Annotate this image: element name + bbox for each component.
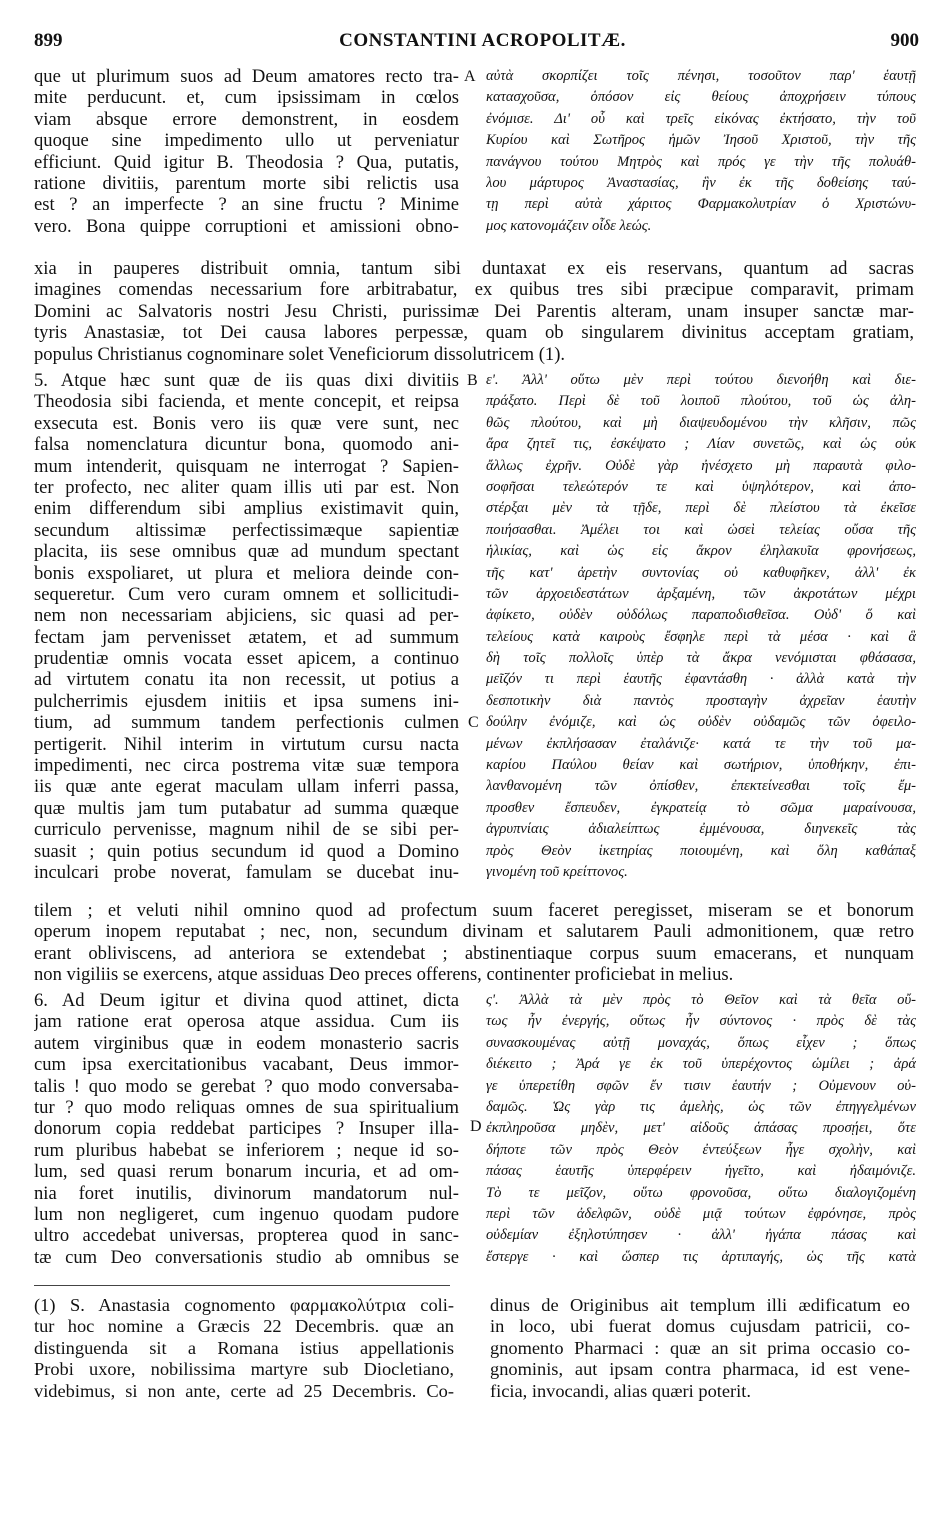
margin-marker-b: B xyxy=(467,372,478,389)
greek-text-line: διέκειτο ; Ἀρά γε ἐκ τοῦ ὑπερέχοντος ὡμίλει ; ἀρά xyxy=(486,1056,916,1073)
latin-text-line: cum ipsa exercitationibus vacabant, Deus immor- xyxy=(34,1054,459,1076)
footnote-line: dinus de Originibus ait templum illi ædificatum eo xyxy=(490,1295,910,1315)
greek-text-line: συνασκουμένας αὐτῇ μοναχάς, ὅπως εἶχεν ; ὅπως xyxy=(486,1034,916,1051)
greek-text-line: Τὸ τε μεῖζον, οὕτω φρονοῦσα, οὕτω διαλογιζομένη xyxy=(486,1184,916,1201)
latin-text-line: donorum copia reddebat participes ? Insuper illa- xyxy=(34,1118,459,1140)
latin-text-line: curriculo pervenisse, magnum nihil de se sibi per- xyxy=(34,819,459,841)
greek-text-line: θῶς πλούτου, καὶ μὴ διαψευδομένου τὴν κλῆσιν, πῶς xyxy=(486,414,916,431)
latin-text-line: populus Christianus cognominare solet Veneficiorum dissolutricem (1). xyxy=(34,343,566,365)
latin-text-line: Domini ac Salvatoris nostri Jesu Christi, purissimæ Dei Parentis alteram, unam insuper sanctæ mar- xyxy=(34,300,914,322)
latin-text-line: pertigerit. Nihil interim in virtutum cursu nacta xyxy=(34,733,459,755)
latin-text-line: Theodosia sibi facienda, et mente concepit, et reipsa xyxy=(34,391,459,413)
latin-fullwidth-block-1 xyxy=(34,258,914,365)
greek-text-line: ς'. Ἀλλὰ τὰ μὲν πρὸς τὸ Θεῖον καὶ τὰ θεῖα οὔ- xyxy=(486,992,916,1008)
greek-text-line: οὐδεμίαν ἐξηλοτύπησεν · ἀλλ' ἠγάπα πάσας καὶ xyxy=(486,1227,916,1244)
greek-text-line: μένων ἐκπλήσασαν ἐταλάνιζε· κατά τε τὴν τοῦ μα- xyxy=(486,735,916,752)
greek-text-line: ἀφίκετο, οὐδὲν οὐδόλως παραποδισθεῖσα. Οὐδ' ὅ καὶ xyxy=(486,607,916,624)
latin-text-line: quæ multis jam tum putabatur ad summa quæque xyxy=(34,797,459,819)
latin-text-line: exsecuta est. Bonis vero iis quæ vere sunt, nec xyxy=(34,412,459,434)
latin-text-line: imagines comendas necessarium fore arbitrabatur, ex quibus tres sibi præcipue comparavit, primam xyxy=(34,279,914,301)
greek-text-line: ἄλλως ἐχρῆν. Οὐδὲ γὰρ ἠνέσχετο μὴ παραυτὰ φιλο- xyxy=(486,457,916,474)
latin-text-line: placita, iis sese omnibus quæ ad mundum spectant xyxy=(34,541,459,563)
latin-text-line: bonis exspoliaret, ut plura et meliora deinde con- xyxy=(34,562,459,584)
latin-text-line: est ? an imperfecte ? an sine fructu ? Minime xyxy=(34,194,459,216)
latin-text-line: ultro accedebat universas, propterea quod in sanc- xyxy=(34,1225,459,1247)
latin-text-line: tilem ; et veluti nihil omnino quod ad profectum suum faceret peregisset, miseram se et bonorum xyxy=(34,900,914,921)
latin-text-line: autem virginibus quæ in eodem monasterio sacris xyxy=(34,1032,459,1054)
footnote-line: in loco, ubi fuerat domus cujusdam patricii, co- xyxy=(490,1316,910,1337)
latin-text-line: tium, ad summum tandem perfectionis culmen xyxy=(34,712,459,734)
latin-fullwidth-block-2 xyxy=(34,900,914,986)
greek-text-line: ἡλικίας, καὶ ὡς εἰς ἄκρον ἐληλακυῖα φρονήσεως, xyxy=(486,543,916,560)
greek-text-line: δαμῶς. Ὡς γὰρ τις ἀμελὴς, ὡς τῶν ἐπηγγελμένων xyxy=(486,1098,916,1115)
greek-column-block-3 xyxy=(486,990,916,1268)
latin-text-line: tur ? quo modo reliquas omnes de sua spiritualium xyxy=(34,1096,459,1118)
latin-text-line: fectam jam pervenisset ætatem, et ad summum xyxy=(34,626,459,648)
latin-text-line: nia foret inutilis, divinorum mandatorum nul- xyxy=(34,1182,459,1204)
latin-text-line: prudentiæ omnis vocata esset apicem, a continuo xyxy=(34,648,459,670)
greek-text-line: ἐκπληροῦσα μηδὲν, μετ' αἰδοῦς ἁπάσας προσῄει, ὅτε xyxy=(486,1120,916,1137)
latin-text-line: quoque sine impedimento ullo ut perveniatur xyxy=(34,130,459,152)
greek-text-line: τελείους κατὰ καιροὺς ἔσφηλε περὶ τὰ μέσα · καὶ ἃ xyxy=(486,628,916,645)
running-header xyxy=(34,30,931,58)
latin-text-line: talis ! quo modo se gerebat ? quo modo conversaba- xyxy=(34,1075,459,1097)
greek-text-line: λανθανομένη τῶν ὀπίσθεν, ἐπεκτείνεσθαι τοῖς ἔμ- xyxy=(486,778,916,795)
latin-text-line: efficiunt. Quid igitur B. Theodosia ? Qua, putatis, xyxy=(34,151,459,173)
greek-text-line: ἄρα ζητεῖ τις, ἐσκέψατο ; Λίαν συνετῶς, καὶ ὡς οὐκ xyxy=(486,436,916,453)
latin-text-line: 5. Atque hæc sunt quæ de iis quas dixi divitiis xyxy=(34,370,459,391)
latin-text-line: suasit ; quin potius secundum id quod a Domino xyxy=(34,840,459,862)
greek-text-line: πανάγνου τούτου Μητρὸς καὶ πρός γε τὴν τῆς πολυάθ- xyxy=(486,153,916,170)
greek-text-line: πάσας ἑαυτῆς ὑπερφέρειν ἡγεῖτο, καὶ ἠδαιμόνιζε. xyxy=(486,1163,916,1180)
latin-text-line: lum, sed quasi rerum bonarum incuria, et ad om- xyxy=(34,1161,459,1183)
greek-text-line: στέρξαι μὲν τὰ τῇδε, περὶ δὲ πλείστου τὰ ἐκεῖσε xyxy=(486,500,916,517)
greek-text-line: πράξατο. Περὶ δὲ τοῦ λοιποῦ πλούτου, τοῦ ὡς ἀλη- xyxy=(486,393,916,410)
running-title: CONSTANTINI ACROPOLITÆ. xyxy=(339,30,626,51)
greek-text-line: δεσποτικὴν διὰ παντὸς προσταγὴν ἀχρεῖαν ἑαυτὴν xyxy=(486,692,916,709)
latin-column-block-1 xyxy=(34,66,459,237)
latin-text-line: tyris Anastasiæ, tot Dei causa labores perpessæ, quam ob singularem divinitus acceptam gratiam, xyxy=(34,322,914,344)
greek-text-line: μεῖζόν τι περὶ ἑαυτῆς ἐφαντάσθη · ἀλλὰ κατὰ τὴν xyxy=(486,671,916,688)
latin-text-line: iis quæ ante egerat maculam ullam inferri passa, xyxy=(34,776,459,798)
greek-text-line: τῃ περὶ αὐτὰ χάριτος Φαρμακολυτρίαν ὁ Χριστώνυ- xyxy=(486,196,916,213)
footnote-line: tur hoc nomine a Græcis 22 Decembris. quæ an xyxy=(34,1316,454,1337)
footnote-line: distinguenda sit a Romana istius appellationis xyxy=(34,1337,454,1358)
latin-text-line: 6. Ad Deum igitur et divina quod attinet, dicta xyxy=(34,990,459,1011)
latin-text-line: lum non negligeret, cum ingenuo quodam pudore xyxy=(34,1203,459,1225)
greek-text-line: λου μάρτυρος Ἀναστασίας, ἣν ἐκ τῆς δοθείσης ταύ- xyxy=(486,174,916,191)
margin-marker-d: D xyxy=(470,1118,482,1135)
page-number-right: 900 xyxy=(890,30,919,51)
latin-column-block-3 xyxy=(34,990,459,1268)
latin-text-line: ad virtutem conatu ita non recessit, ut potius a xyxy=(34,669,459,691)
margin-marker-a: A xyxy=(464,68,476,85)
latin-text-line: vero. Bona quippe corruptioni et amissioni obno- xyxy=(34,215,459,237)
footnote-line: (1) S. Anastasia cognomento φαρμακολύτρια coli- xyxy=(34,1295,454,1315)
footnote-line: videbimus, si non ante, certe ad 25 Decembris. Co- xyxy=(34,1380,454,1401)
greek-text-line: δήποτε τῶν πρὸς Θεὸν ἐντεύξεων ἦγε σχολὴν, καὶ xyxy=(486,1141,916,1158)
greek-text-line: ἐνόμισε. Δι' οὗ καὶ τρεῖς εἰκόνας ἐκτήσατο, τὴν τοῦ xyxy=(486,110,916,127)
greek-text-line: ἔστεργε · καὶ ὥσπερ τις ἀρτιπαγής, ὡς τῆς κατὰ xyxy=(486,1248,916,1265)
latin-text-line: que ut plurimum suos ad Deum amatores recto tra- xyxy=(34,66,459,87)
greek-text-line: γε ὑπερετίθη σφῶν ἔν τισιν ἑαυτήν ; Οὐμενουν οὐ- xyxy=(486,1077,916,1094)
latin-text-line: ter profecto, nec aliter quam illis uti par est. Non xyxy=(34,476,459,498)
latin-text-line: jam ratione erat operosa atque assidua. Cum iis xyxy=(34,1011,459,1033)
greek-text-line: κατασχοῦσα, ὁπόσον εἰς θείους ἀποχρήσειν τύπους xyxy=(486,89,916,106)
latin-text-line: erant obliviscens, ad anteriora se extendebat ; abstinentiaque corpus suum emacerans, et nunquam xyxy=(34,942,914,964)
greek-text-line: δούλην ἐνόμιζε, καὶ ὡς οὐδὲν οὐδαμῶς τῶν ὀφειλο- xyxy=(486,714,916,731)
greek-text-line: τως ἦν ἐνεργής, οὕτως ἦν σύντονος · πρὸς δὲ τὰς xyxy=(486,1013,916,1030)
page-number-left: 899 xyxy=(34,30,63,51)
latin-text-line: tæ cum Deo conversationis studio ab omnibus se xyxy=(34,1246,459,1268)
greek-text-line: αὐτὰ σκορπίζει τοῖς πένησι, τοσοῦτον παρ' ἑαυτῇ xyxy=(486,68,916,84)
latin-text-line: xia in pauperes distribuit omnia, tantum sibi duntaxat ex eis reservans, quantum ad sacras xyxy=(34,258,914,279)
footnote-line: Probi uxore, nobilissima martyre sub Diocletiano, xyxy=(34,1359,454,1380)
greek-text-line: Κυρίου καὶ Σωτῆρος ἡμῶν Ἰησοῦ Χριστοῦ, τὴν τῆς xyxy=(486,132,916,149)
latin-text-line: inculcari probe noverat, famulam se ducebat inu- xyxy=(34,861,459,883)
footnote-line: gnominis, aut ipsam contra pharmaca, id est vene- xyxy=(490,1359,910,1380)
greek-column-block-2 xyxy=(486,370,916,883)
greek-text-line: πρὸς Θεὸν ἱκετηρίας ποιουμένη, καὶ ὅλη καθάπαξ xyxy=(486,842,916,859)
latin-text-line: viam absque errore demonstrent, in eosdem xyxy=(34,108,459,130)
latin-text-line: pulcherrimis ejusdem initiis et ipsa sumens ini- xyxy=(34,690,459,712)
footnote-line: gnomento Pharmaci : quæ an sit prima occasio co- xyxy=(490,1337,910,1358)
greek-text-line: γινομένη τοῦ κρείττονος. xyxy=(486,863,628,880)
latin-text-line: enim differendum sibi amplius existimavit quin, xyxy=(34,498,459,520)
greek-text-line: ποιήσασθαι. Ἀμέλει τοι καὶ ὡσεὶ τελείας οὔσα τῆς xyxy=(486,521,916,538)
latin-text-line: nem non necessariam abjiciens, sic quasi ad per- xyxy=(34,605,459,627)
latin-text-line: sequeretur. Cum vero curam omnem et sollicitudi- xyxy=(34,583,459,605)
greek-text-line: δὴ τοῖς πολλοῖς ὑπὲρ τὰ ἄκρα νενόμισται φθάσασα, xyxy=(486,650,916,667)
greek-text-line: περὶ τῶν ἀδελφῶν, οὐδὲ μιᾷ τούτων ἐφρόνησε, πρὸς xyxy=(486,1205,916,1222)
greek-text-line: τῆς κατ' ἀρετὴν συντονίας οὐ καθυφῆκεν, ἀλλ' ἐκ xyxy=(486,564,916,581)
margin-marker-c: C xyxy=(468,714,479,731)
latin-text-line: ratione divitiis, parentum morte sibi relictis usa xyxy=(34,172,459,194)
footnote-rule xyxy=(34,1285,450,1286)
greek-text-line: προσθεν ἔσπευδεν, ἐγκρατείᾳ τὸ σῶμα μαραίνουσα, xyxy=(486,799,916,816)
latin-column-block-2 xyxy=(34,370,459,883)
latin-text-line: falsa nomenclatura dicuntur bona, quomodo ani- xyxy=(34,434,459,456)
greek-text-line: ἀγρυπνίαις ἀδιαλείπτως ἐμμένουσα, διηνεκεῖς τὰς xyxy=(486,821,916,838)
greek-text-line: ε'. Ἀλλ' οὕτω μὲν περὶ τούτου διενοήθη καὶ διε- xyxy=(486,372,916,388)
latin-text-line: mum intenderit, quisquam ne interrogat ? Sapien- xyxy=(34,455,459,477)
latin-text-line: operum inopem reputabat ; nec, non, secundum divinam et salutarem Pauli admonitionem, quæ retro xyxy=(34,921,914,943)
greek-text-line: μος κατονομάζειν οἶδε λεώς. xyxy=(486,217,652,234)
greek-column-block-1 xyxy=(486,66,916,237)
greek-text-line: τῶν ἀρχοειδεστάτων ἀρξαμένη, τῶν ἀκροτάτων μέχρι xyxy=(486,585,916,602)
greek-text-line: καρίου Παύλου θείαν καὶ σωτήριον, ὑποθήκην, ἐπι- xyxy=(486,757,916,774)
latin-text-line: non vigiliis se exercens, atque assiduas Deo preces offerens, continenter proficiebat in melius. xyxy=(34,964,734,986)
footnote-line: ficia, invocandi, alias quæri poterit. xyxy=(490,1380,751,1401)
latin-text-line: impedimenti, nec circa postrema vitæ suæ tempora xyxy=(34,755,459,777)
latin-text-line: secundum altissimæ perfectissimæque sapientiæ xyxy=(34,519,459,541)
latin-text-line: mite perducunt. et, cum ipsissimam in cœlos xyxy=(34,87,459,109)
footnote-right-column xyxy=(490,1294,910,1401)
greek-text-line: σοφῆσαι τελεώτερόν τε καὶ ὑψηλότερον, καὶ ἀπο- xyxy=(486,478,916,495)
latin-text-line: rum pluribus habebat se inferiorem ; neque id so- xyxy=(34,1139,459,1161)
footnote-left-column xyxy=(34,1294,454,1401)
